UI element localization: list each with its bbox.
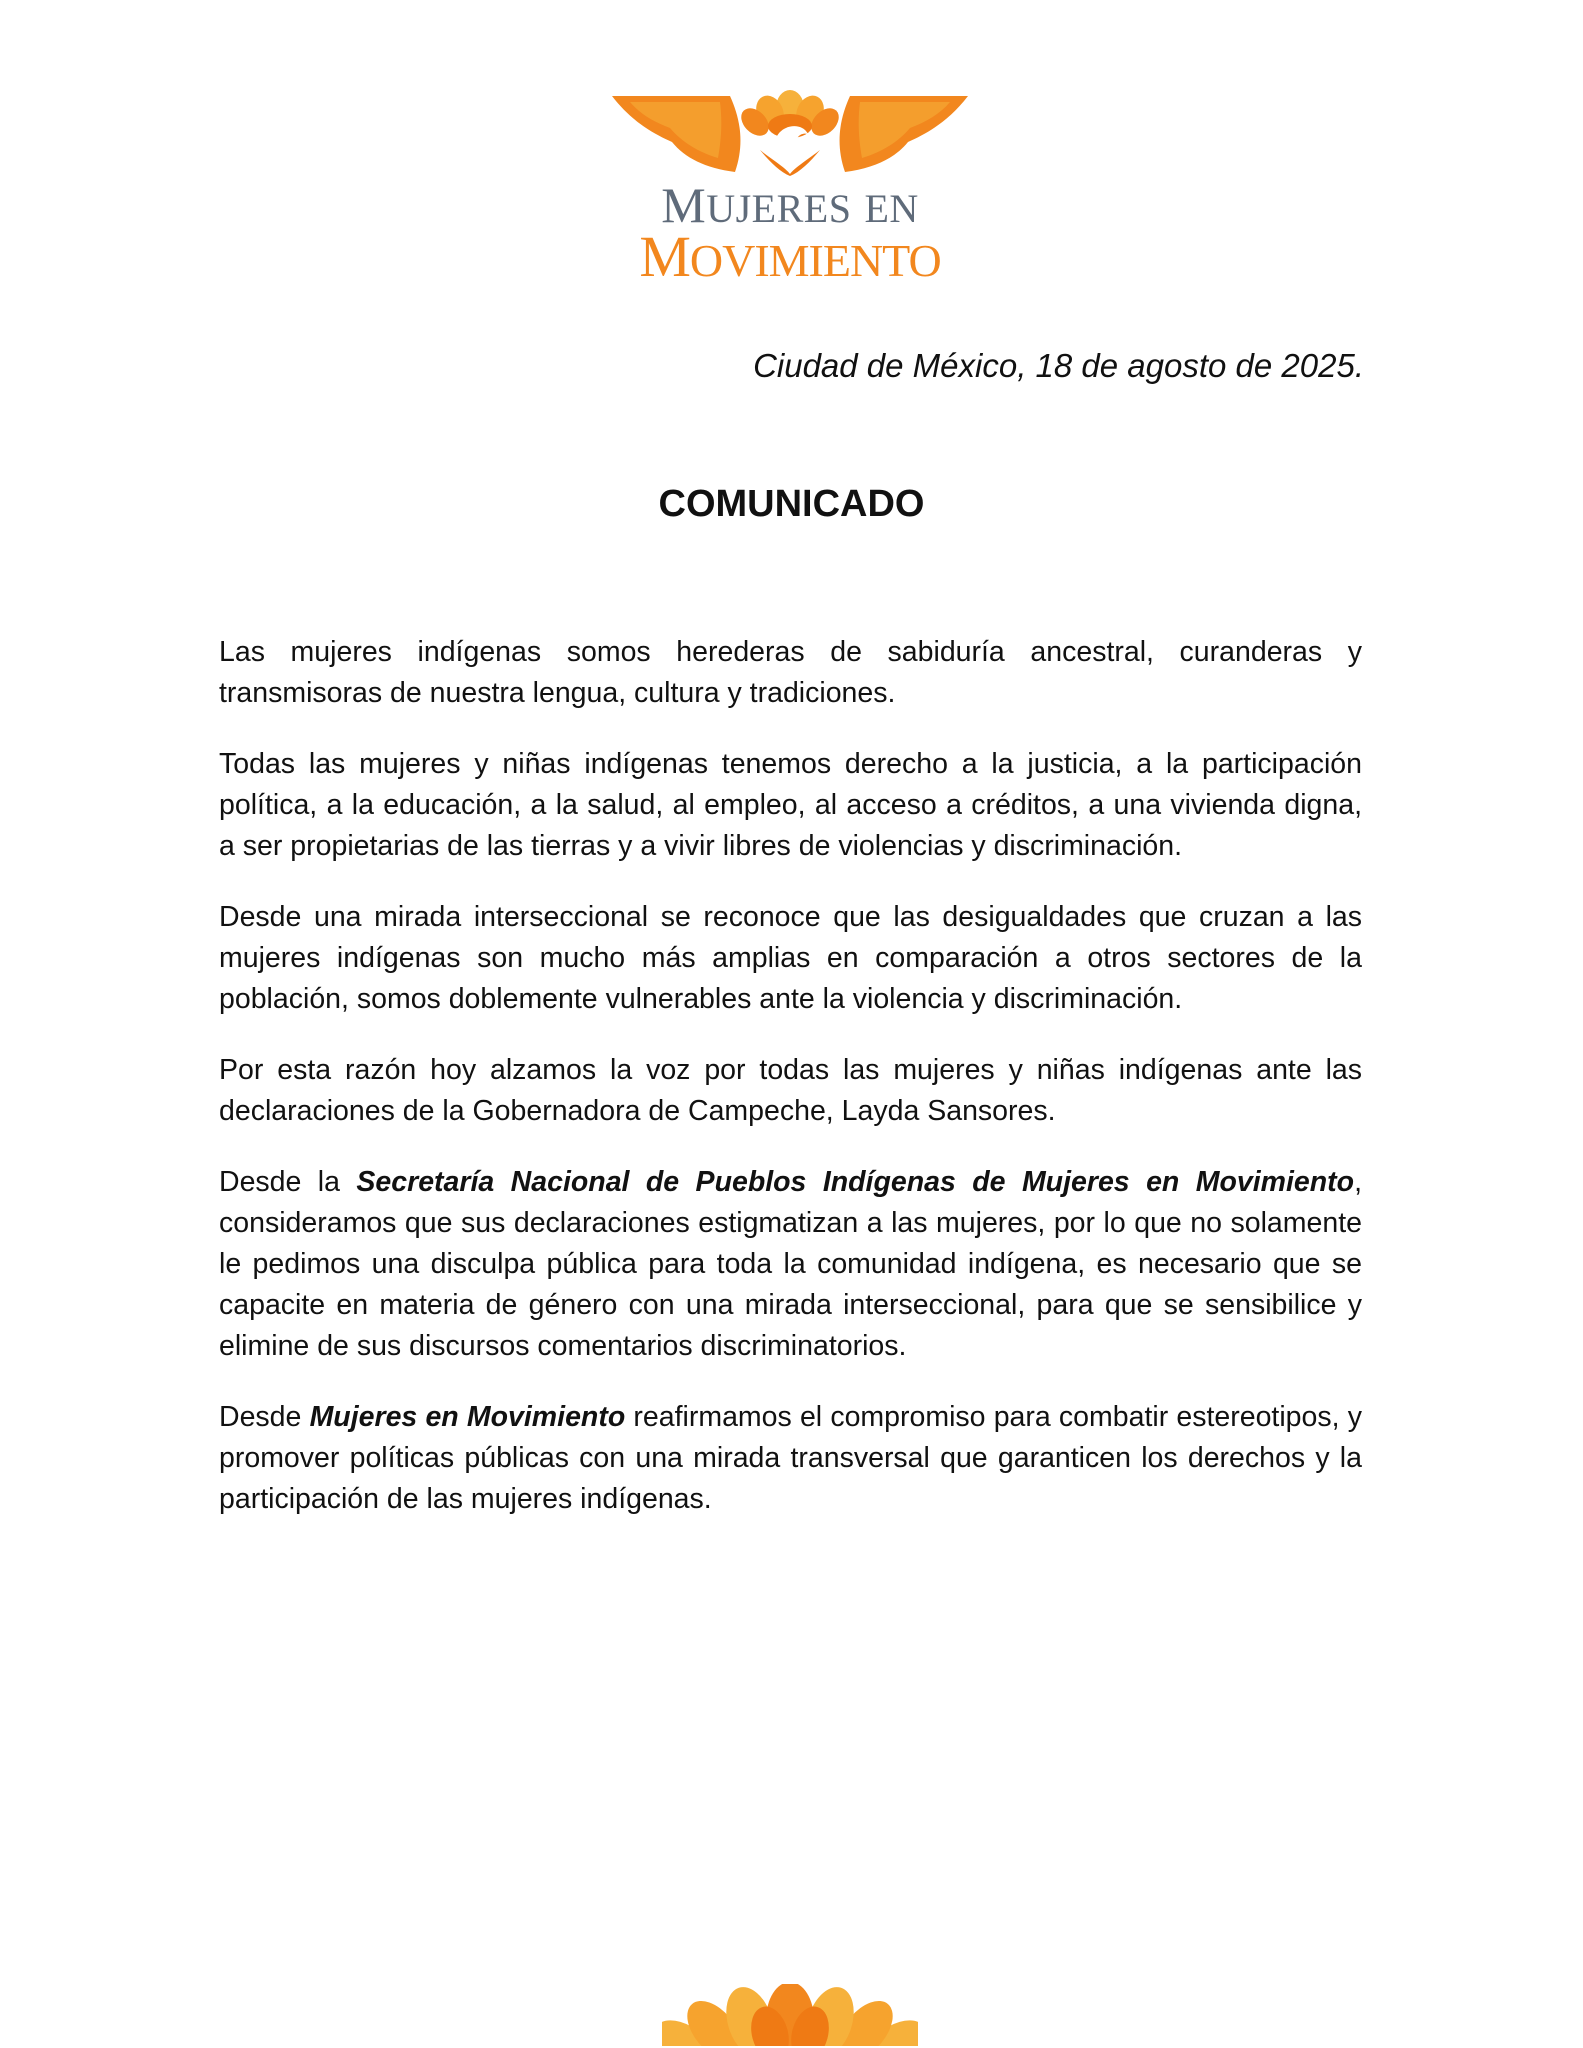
paragraph <box>219 1162 1362 1367</box>
emphasis-text: Mujeres en Movimiento <box>309 1401 626 1433</box>
paragraph: Por esta razón hoy alzamos la voz por todas las mujeres y niñas indígenas ante las declaraciones de la Gobernadora de Campeche, Layda Sansores. <box>219 1054 1362 1127</box>
logo-text-line1: MUJERES EN <box>661 177 919 233</box>
paragraph: Las mujeres indígenas somos herederas de sabiduría ancestral, curanderas y transmisoras de nuestra lengua, cultura y tradiciones. <box>219 636 1362 709</box>
organization-logo <box>610 88 970 288</box>
paragraph-text: , consideramos que sus declaraciones estigmatizan a las mujeres, por lo que no solamente le pedimos una disculpa pública para toda la comunidad indígena, es necesario que se capacite en materia de género con una mirada interseccional, para que se sensibilice y elimine de sus discursos comentarios discriminatorios. <box>219 1166 1363 1362</box>
paragraph-text: Desde <box>219 1401 310 1433</box>
winged-flower-logo-icon <box>610 88 970 176</box>
logo-text-line2: MOVIMIENTO <box>639 224 941 289</box>
emphasis-text: Secretaría Nacional de Pueblos Indígenas de Mujeres en Movimiento <box>356 1166 1355 1198</box>
paragraph: Todas las mujeres y niñas indígenas tenemos derecho a la justicia, a la participación política, a la educación, a la salud, al empleo, al acceso a créditos, a una vivienda digna, a ser propietarias de las tierras y a vivir libres de violencias y discriminación. <box>219 748 1362 862</box>
paragraph-text: reafirmamos el compromiso para combatir estereotipos, y promover políticas públicas con una mirada transversal que garanticen los derechos y la participación de las mujeres indígenas. <box>219 1401 1362 1515</box>
document-body <box>219 632 1362 1520</box>
paragraph-text: Desde la <box>219 1166 357 1198</box>
paragraph <box>219 1397 1362 1520</box>
dateline: Ciudad de México, 18 de agosto de 2025. <box>753 347 1364 384</box>
document-title: COMUNICADO <box>658 483 925 525</box>
paragraph: Desde una mirada interseccional se reconoce que las desigualdades que cruzan a las mujeres indígenas son mucho más amplias en comparación a otros sectores de la población, somos doblemente vulnerables ante la violencia y discriminación. <box>219 901 1362 1015</box>
flower-petals-icon <box>662 1984 918 2048</box>
